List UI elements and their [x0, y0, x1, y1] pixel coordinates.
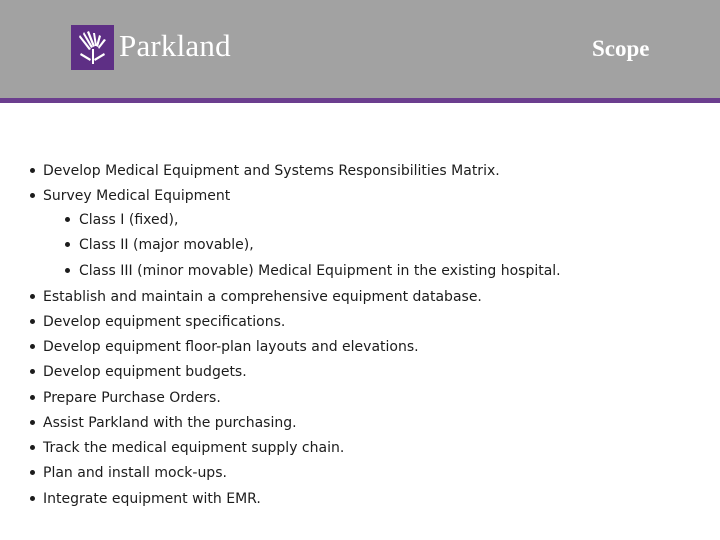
header-accent-rule: [0, 98, 720, 103]
brand-name: Parkland: [119, 28, 231, 63]
bullet-dot: [30, 420, 35, 425]
bullet-dot: [30, 319, 35, 324]
bullet-dot: [30, 168, 35, 173]
slide-title: Scope: [592, 36, 650, 61]
sub-bullet-dot: [65, 268, 70, 273]
bullet-item: Develop equipment specifications.: [43, 314, 286, 330]
sub-bullet-item: Class I (fixed),: [79, 212, 179, 228]
sub-bullet-dot: [65, 217, 70, 222]
bullet-item: Develop equipment budgets.: [43, 364, 247, 380]
bullet-item: Develop Medical Equipment and Systems Responsibilities Matrix.: [43, 163, 500, 179]
bullet-item: Track the medical equipment supply chain.: [43, 440, 345, 456]
bullet-item: Prepare Purchase Orders.: [43, 390, 221, 406]
parkland-logo-icon: [71, 25, 114, 70]
sub-bullet-item: Class II (major movable),: [79, 237, 254, 253]
bullet-item: Assist Parkland with the purchasing.: [43, 415, 297, 431]
bullet-dot: [30, 496, 35, 501]
bullet-dot: [30, 445, 35, 450]
bullet-dot: [30, 294, 35, 299]
bullet-item: Plan and install mock-ups.: [43, 465, 227, 481]
bullet-item: Survey Medical Equipment: [43, 188, 231, 204]
sub-bullet-item: Class III (minor movable) Medical Equipment in the existing hospital.: [79, 263, 561, 279]
bullet-dot: [30, 193, 35, 198]
sub-bullet-dot: [65, 242, 70, 247]
bullet-dot: [30, 395, 35, 400]
bullet-dot: [30, 470, 35, 475]
bullet-dot: [30, 369, 35, 374]
bullet-item: Integrate equipment with EMR.: [43, 491, 261, 507]
bullet-dot: [30, 344, 35, 349]
bullet-item: Establish and maintain a comprehensive equipment database.: [43, 289, 482, 305]
bullet-item: Develop equipment floor-plan layouts and elevations.: [43, 339, 419, 355]
